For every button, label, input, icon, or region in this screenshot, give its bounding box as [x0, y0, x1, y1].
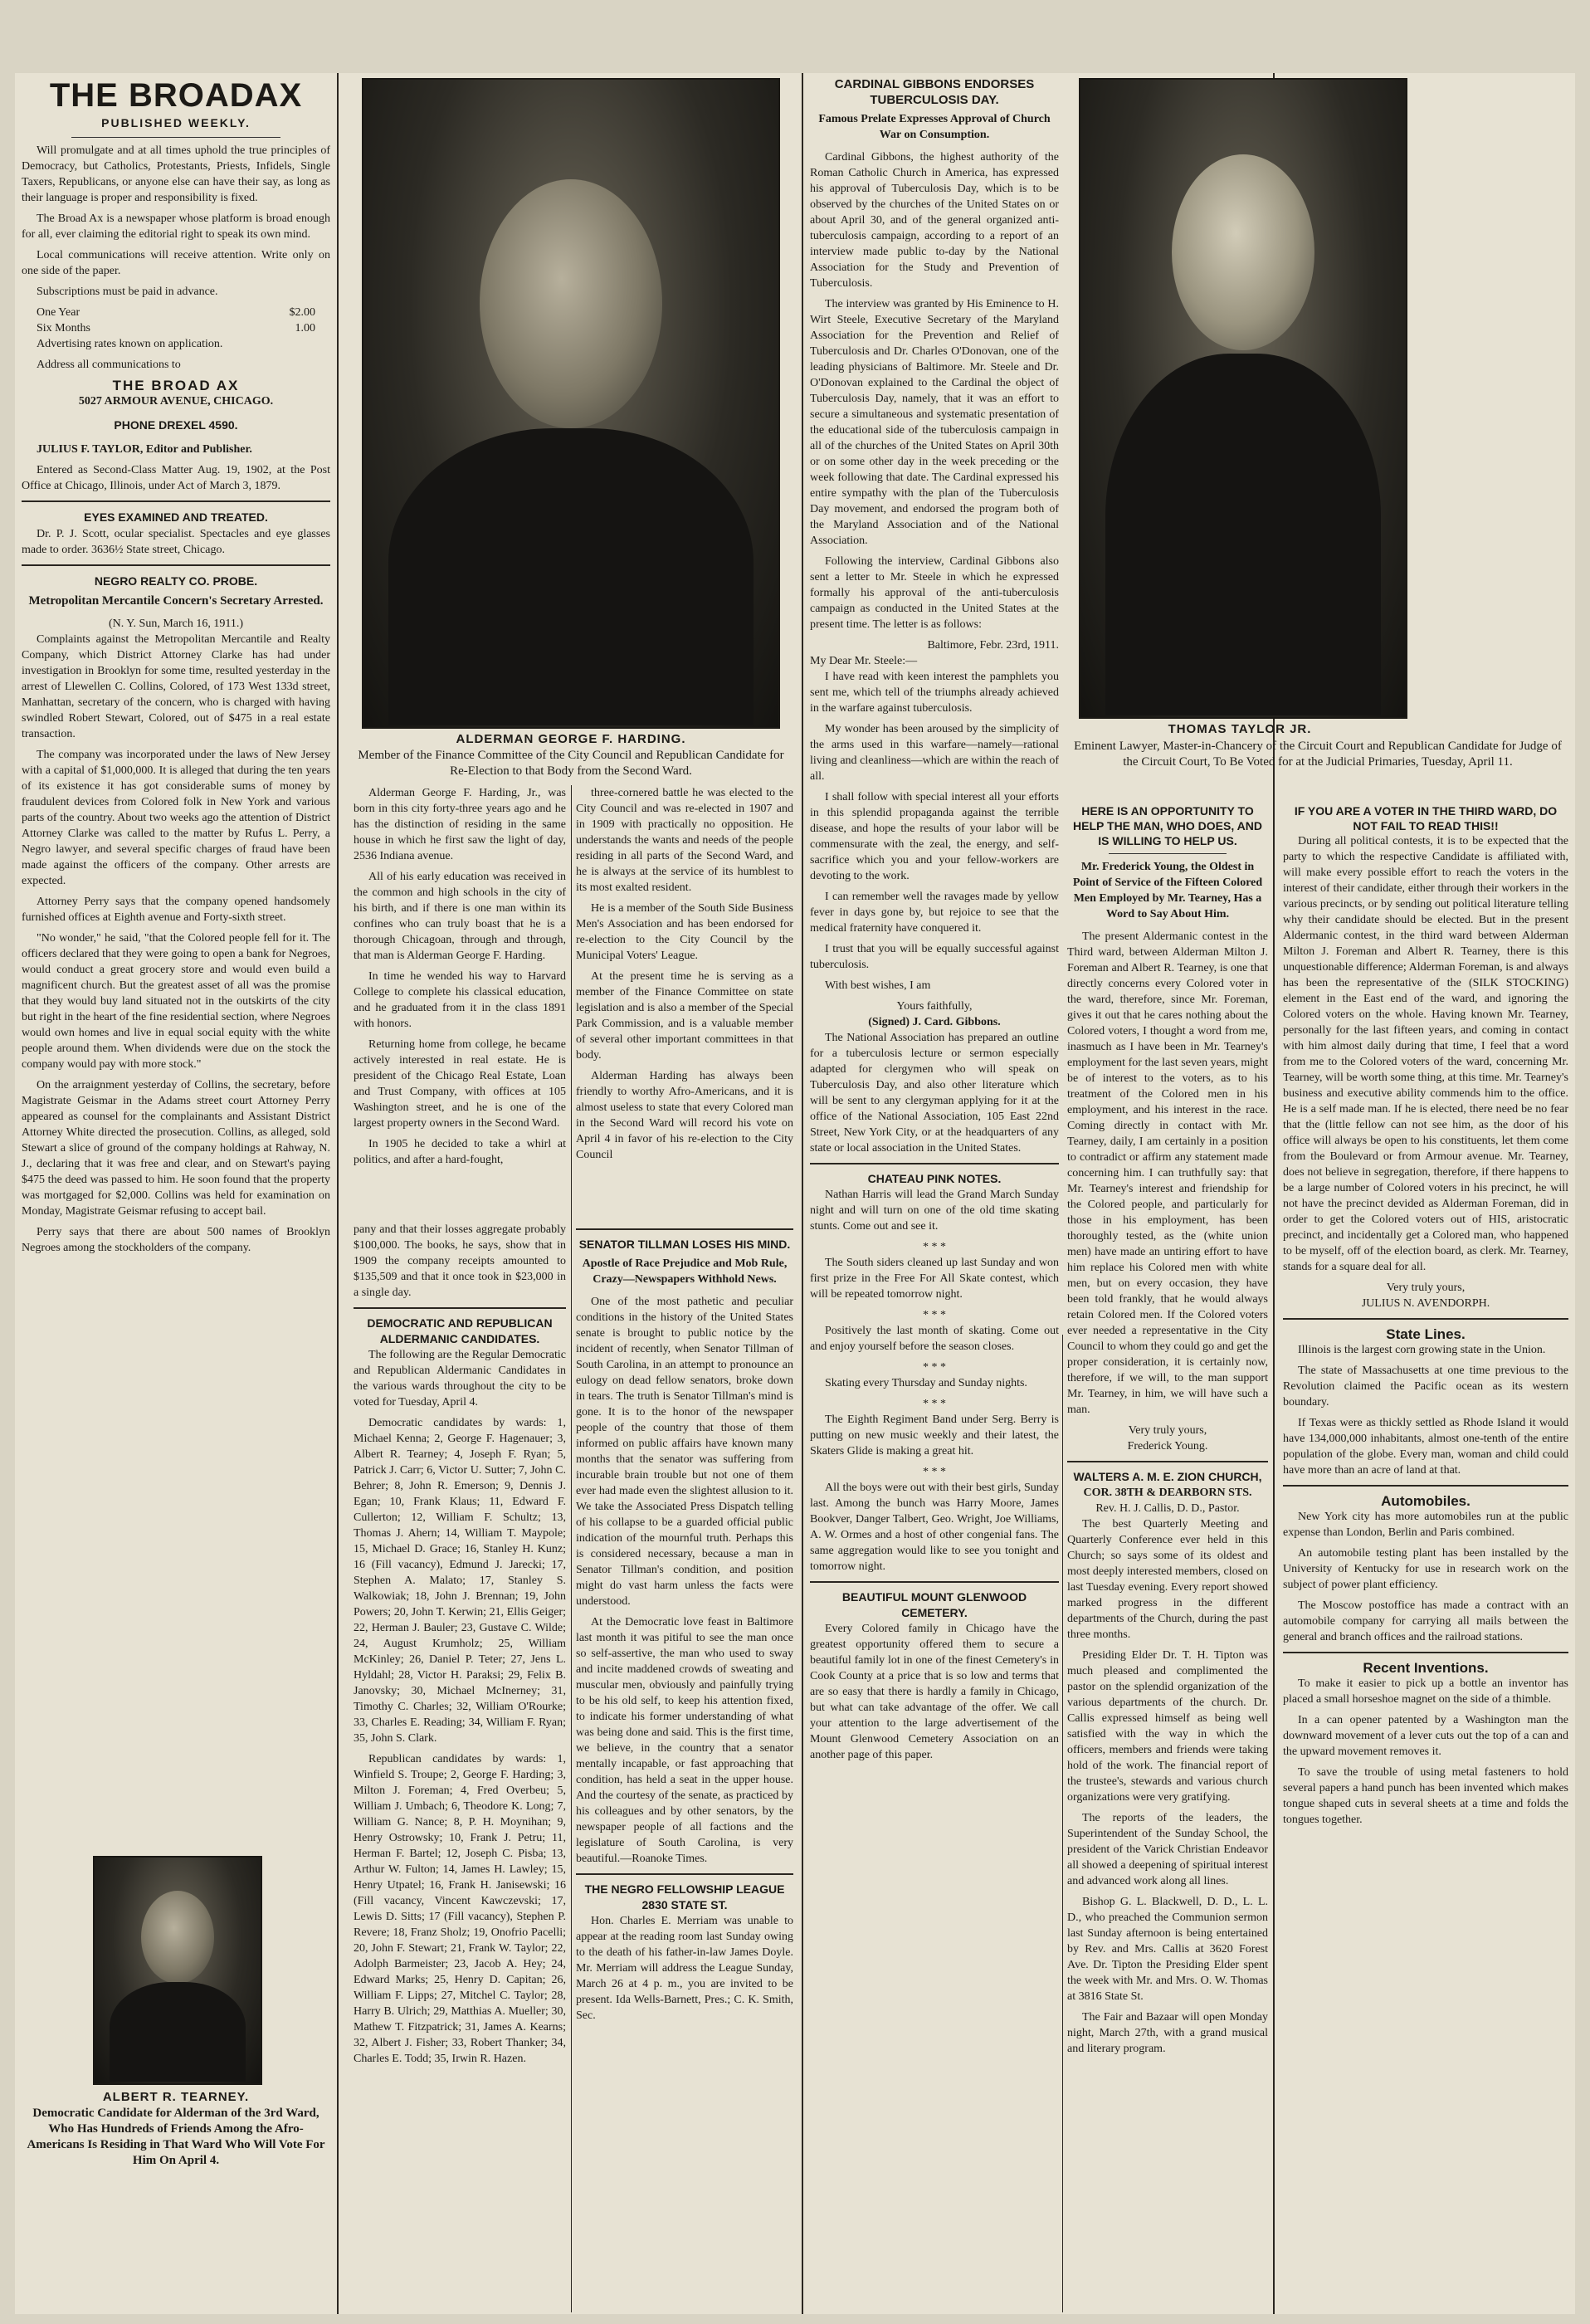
masthead-communications: Local communications will receive attention. Write only on one side of the paper. [22, 249, 330, 277]
harding-caption: Member of the Finance Committee of the City Council and Republican Candidate for Re-Election to that Body from the Second Ward. [358, 749, 784, 778]
state-lines-item: The state of Massachusetts at one time previous to the Revolution claimed the Pacific ocean as its western boundary. [1283, 1365, 1568, 1409]
taylor-caption-wrap [1066, 739, 1570, 805]
harding-caption-title: ALDERMAN GEORGE F. HARDING. [456, 732, 686, 746]
third-ward-signed: JULIUS N. AVENDORPH. [1361, 1297, 1490, 1310]
third-ward-title: IF YOU ARE A VOTER IN THE THIRD WARD, DO NOT FAIL TO READ THIS!! [1294, 804, 1558, 832]
masthead-address-note: Address all communications to [37, 359, 181, 371]
state-lines-item: Illinois is the largest corn growing state in the Union. [1298, 1344, 1546, 1356]
walters-paragraph: The best Quarterly Meeting and Quarterly Conference ever held in this Church; so says some of its oldest and most deeply interested members, closed on last Tuesday evening. Every report showed marked progress in the different departments of the Church, during the past three months. [1067, 1518, 1268, 1641]
rate-row: One Year $2.00 [37, 306, 315, 319]
state-lines-item: If Texas were as thickly settled as Rhode Island it would have 134,000,000 inhabitants, almost one-tenth of the entire population of the globe. Every man, woman and child could have more than an acre of land at that. [1283, 1417, 1568, 1477]
tillman-paragraph: At the Democratic love feast in Baltimore last month it was pitiful to see the man once so self-assertive, the man who used to sway and incite maddened crowds of sweating and muscular men, obviously and painfully trying to be his old self, to keep his attention fixed, to indicate his former understanding of what was being done and said. This is the first time, we believe, in the country that a senator mentally incapable, or fast approaching that condition, has held a seat in the upper house. And the courtesy of the senate, as practiced by his colleagues and by other senators, by the newspaper people of all factions and the legislature of South Carolina, is very beautiful.—Roanoke Times. [576, 1616, 793, 1865]
harding-paragraph: Returning home from college, he became actively interested in real estate. He is president of the Chicago Real Estate, Loan and Trust Company, with offices at 105 Washington street, and he is one of the largest property owners in the Second Ward. [354, 1038, 566, 1130]
masthead-entered: Entered as Second-Class Matter Aug. 19, 1902, at the Post Office at Chicago, Illinois, under Act of March 3, 1879. [22, 464, 330, 492]
harding-paragraph: He is a member of the South Side Business Men's Association and has been endorsed for re-election to the City Council by the Municipal Voters' League. [576, 902, 793, 962]
column-rule [337, 73, 339, 2314]
gibbons-salutation: My Dear Mr. Steele:— [810, 655, 918, 667]
inventions-item: To save the trouble of using metal fasteners to hold several papers a hand punch has been invented which makes tongue shaped cuts in several sheets at a time and folds the tongues together. [1283, 1766, 1568, 1826]
realty-paragraph: On the arraignment yesterday of Collins, the secretary, before Magistrate Geismar in the Adams street court Attorney Perry appeared as counsel for the complainants and Assistant District Attorney White directed the prosecution. Collins, as alleged, sold Stewart a slice of ground of the company holdings at Rahway, N. J., declaring that it was free and clear, and on Stewart's paying $475 the deed was passed to him. He soon found that the property was mortgaged for $2,000. Collins was held for examination on Monday, Magistrate Geismar refusing to accept bail. [22, 1079, 330, 1218]
harding-text-right [576, 785, 793, 1217]
column-rule [802, 73, 803, 2314]
column-6 [1283, 803, 1568, 2306]
masthead-subscriptions: Subscriptions must be paid in advance. [37, 286, 218, 298]
chateau-paragraph: The Eighth Regiment Band under Serg. Berry is putting on new music weekly and their latest, the Skaters Glide is making a great hit. [810, 1413, 1059, 1457]
masthead-intro: Will promulgate and at all times uphold the true principles of Democracy, but Catholics, Protestants, Priests, Infidels, Single Taxers, Republicans, or anyone else can have their say, as long as their language is proper and responsibility is fixed. [22, 144, 330, 204]
harding-paragraph: In time he wended his way to Harvard College to complete his classical education, and he graduated from it in the class 1891 with honors. [354, 970, 566, 1030]
state-lines-title: State Lines. [1386, 1326, 1466, 1342]
column-4: CARDINAL GIBBONS ENDORSES TUBERCULOSIS DAY. Famous Prelate Expresses Approval of Church War on Consumption. Cardinal Gibbons, the highest authority of the Roman Catholic Church in America, has expressed his approval of Tuberculosis Day, which is to be observed by the churches of the United States on or about April 30, and of the general organized anti-tuberculosis campaign, according to a report of an interview made public to-day by the National Association for the Study and Prevention of Tuberculosis. The interview was granted by His Eminence to H. Wirt Steele, Executive Secretary of the Maryland Association for the Prevention and Relief of Tuberculosis and Dr. Charles O'Donovan, one of the leading physicians of Baltimore. Mr. Steele and Dr. O'Donovan explained to the Cardinal the object of Tuberculosis Day, namely, that it was an effort to secure a simultaneous and systematic presentation of the educational side of the tuberculosis campaign in all of the churches of the United States on April 30th or on some other day in the week preceding or the week following that date. The Cardinal expressed his entire sympathy with the plan of the Tuberculosis Day movement, and endorsed the program both of the Maryland Association and of the National Association. Following the interview, Cardinal Gibbons also sent a letter to Mr. Steele in which he expressed formally his approval of the anti-tuberculosis campaign as conducted in the United States at the present time. The letter is as follows: Baltimore, Febr. 23rd, 1911. My Dear Mr. Steele:— I have read with keen interest the pamphlets you sent me, which tell of the triumphs already achieved in the warfare against tuberculosis. My wonder has been aroused by the simplicity of the arms used in this warfare—namely—rational living and cleanliness—which are within the reach of all. I shall follow with special interest all your efforts in this splendid propaganda against the terrible disease, and hope the results of your labor will be commensurate with the zeal, the energy, and self-sacrifice which you and your fellow-workers are devoting to the work. I can remember well the ravages made by yellow fever in days gone by, but rejoice to see that the medical fraternity have conquered it. I trust that you will be equally successful against tuberculosis. With best wishes, I am Yours faithfully, (Signed) J. Card. Gibbons. The National Association has prepared an outline for a tuberculosis lecture or sermon especially adapted for clergymen who will speak on Tuberculosis Day, and also other literature which will be sent to any clergyman applying for it at the office of the National Association, 105 East 22nd Street, New York City, or at the headquarters of any state or local association in the United States. CHATEAU PINK NOTES. Nathan Harris will lead the Grand March Sunday night and will turn on one of the old time skating stunts. Come out and see it. * * * The South siders cleaned up last Sunday and won first prize in the Free For All Skate contest, which will be repeated tomorrow night. * * * Positively the last month of skating. Come out and enjoy yourself before the season closes. * * * Skating every Thursday and Sunday nights. * * * The Eighth Regiment Band under Serg. Berry is putting on new music weekly and their latest, the Skaters Glide is making a great hit. * * * All the boys were out with their best girls, Sunday last. Among the bunch was Harry Moore, James Bookver, Danger Talbert, Geo. Wright, Joe Williams, A. W. Ormes and a host of other congenial fans. The same aggregation would like to see you tonight and tomorrow night. BEAUTIFUL MOUNT GLENWOOD CEMETERY. Every Colored family in Chicago have the greatest opportunity offered them to secure a beautiful family lot in one of the finest Cemetery's in Cook County at a price that is so low and terms that are so easy that there is hardly a family in Chicago, but what can take advantage of the offer. We call your attention to the large advertisement of the Mount Glenwood Cemetery Association on an another page of this paper. [810, 77, 1059, 1761]
chateau-paragraph: Nathan Harris will lead the Grand March Sunday night and will turn on one of the old time skating stunts. Come out and see it. [810, 1189, 1059, 1233]
candidates-democratic: Democratic candidates by wards: 1, Michael Kenna; 2, George F. Hagenauer; 3, Albert R. Tearney; 4, Joseph F. Ryan; 5, Patrick J. Carr; 6, Victor U. Sutter; 7, John C. Behrer; 8, John R. Emerson; 9, Dennis J. Egan; 10, Frank Klaus; 11, Edward F. Cullerton; 12, William F. Schultz; 13, Thomas J. Ahern; 14, William T. Maypole; 15, Michael D. Grace; 16, Stanley H. Kunz; 16 (Fill vacancy), Edmund J. Jarecki; 17, Stephen A. Malato; 17, Stanley S. Walkowiak; 18, John J. Brennan; 19, John Powers; 20, John T. Kerwin; 21, Ellis Geiger; 22, Herman J. Bauler; 23, Gustave C. Wilde; 24, August Krumholz; 25, William McKinley; 26, Daniel P. Teter; 27, Jens L. Hyldahl; 28, Victor H. Paraksi; 29, Felix B. Janovsky; 30, Michael McInerney; 31, Timothy C. Charles; 32, William O'Rourke; 33, Charles E. Reading; 34, William F. Ryan; 35, John S. Clark. [354, 1417, 566, 1745]
fellowship-title: THE NEGRO FELLOWSHIP LEAGUE 2830 STATE ST. [584, 1882, 785, 1911]
realty-paragraph: The company was incorporated under the laws of New Jersey with a capital of $1,000,000. It is alleged that during the ten years of its existence it has got considerable sums of money by fraudulent devices from Colored folk in New York and various parts of the country. About two weeks ago the attention of District Attorney Clarke was called to the matter by Rufus L. Perry, a Negro lawyer, and several specific charges of fraud have been made against the officers of the company. Other arrests are expected. [22, 749, 330, 887]
walters-paragraph: Bishop G. L. Blackwell, D. D., L. L. D., who preached the Communion sermon last Sunday afternoon is being entertained by Rev. and Mrs. Callis at 3620 Forest Ave. Dr. Tipton the Presiding Elder spent the week with Mr. and Mrs. O. W. Thomas at 3816 State St. [1067, 1896, 1268, 2003]
walters-address: COR. 38TH & DEARBORN STS. [1083, 1487, 1252, 1499]
tearney-caption-block [22, 2088, 330, 2304]
column-2-lower [354, 1222, 566, 2309]
realty-subtitle: Metropolitan Mercantile Concern's Secretary Arrested. [28, 594, 324, 608]
harding-paragraph: At the present time he is serving as a member of the Finance Committee on state legislation and is also a member of the Special Park Commission, and is a valuable member of several other important committees in that body. [576, 970, 793, 1062]
glenwood-title: BEAUTIFUL MOUNT GLENWOOD CEMETERY. [841, 1590, 1027, 1619]
harding-paragraph: In 1905 he decided to take a whirl at politics, and after a hard-fought, [354, 1138, 566, 1166]
automobiles-item: New York city has more automobiles run at the public expense than London, Berlin and Paris combined. [1283, 1511, 1568, 1539]
masthead-phone: PHONE DREXEL 4590. [114, 418, 238, 432]
gibbons-signed: (Signed) J. Card. Gibbons. [868, 1016, 1001, 1028]
third-ward-closing: Very truly yours, [1386, 1282, 1466, 1294]
inventions-title: Recent Inventions. [1363, 1660, 1489, 1676]
realty-title: NEGRO REALTY CO. PROBE. [94, 574, 258, 588]
george-harding-photo [362, 78, 780, 729]
column-3-lower [576, 1222, 793, 2309]
gibbons-paragraph: Following the interview, Cardinal Gibbons also sent a letter to Mr. Steele in which he expressed formally his approval of the anti-tuberculosis campaign as conducted in the United States at the present time. The letter is as follows: [810, 555, 1059, 631]
gibbons-letter: I have read with keen interest the pamphlets you sent me, which tell of the triumphs already achieved in the warfare against tuberculosis. [810, 671, 1059, 715]
walters-paragraph: The Fair and Bazaar will open Monday night, March 27th, with a grand musical and literary program. [1067, 2011, 1268, 2055]
masthead-platform: The Broad Ax is a newspaper whose platform is broad enough for all, ever claiming the editorial right to speak its own mind. [22, 212, 330, 241]
walters-pastor: Rev. H. J. Callis, D. D., Pastor. [1095, 1502, 1240, 1515]
chateau-paragraph: The South siders cleaned up last Sunday and won first prize in the Free For All Skate contest, which will be repeated tomorrow night. [810, 1257, 1059, 1301]
candidates-intro: The following are the Regular Democratic and Republican Aldermanic Candidates in the various wards throughout the city to be voted for Tuesday, April 4. [354, 1349, 566, 1409]
chateau-paragraph: Positively the last month of skating. Come out and enjoy yourself before the season closes. [810, 1325, 1059, 1353]
fellowship-text: Hon. Charles E. Merriam was unable to appear at the reading room last Sunday owing to the death of his father-in-law James Doyle. Mr. Merriam will address the League Sunday, March 26 at 4 p. m., you are invited to be present. Ida Wells-Barnett, Pres.; C. K. Smith, Sec. [576, 1915, 793, 2022]
gibbons-letter: I shall follow with special interest all your efforts in this splendid propaganda against the terrible disease, and hope the results of your labor will be commensurate with the zeal, the energy, and self-sacrifice which you and your fellow-workers are devoting to the work. [810, 791, 1059, 882]
gibbons-title: CARDINAL GIBBONS ENDORSES TUBERCULOSIS DAY. [834, 77, 1035, 107]
column-5 [1067, 803, 1268, 2306]
chateau-paragraph: All the boys were out with their best girls, Sunday last. Among the bunch was Harry Moore, James Bookver, Danger Talbert, Geo. Wright, Joe Williams, A. W. Ormes and a host of other congenial fans. The same aggregation would like to see you tonight and tomorrow night. [810, 1482, 1059, 1573]
automobiles-title: Automobiles. [1381, 1493, 1471, 1509]
young-signed: Frederick Young. [1127, 1440, 1208, 1452]
masthead-address: 5027 ARMOUR AVENUE, CHICAGO. [78, 395, 274, 408]
newspaper-page [15, 73, 1575, 2314]
inventions-item: In a can opener patented by a Washington man the downward movement of a lever cuts out the top of a can and the upward movement removes it. [1283, 1714, 1568, 1758]
chateau-title: CHATEAU PINK NOTES. [867, 1172, 1002, 1185]
tillman-title: SENATOR TILLMAN LOSES HIS MIND. [578, 1238, 791, 1251]
realty-paragraph: Complaints against the Metropolitan Mercantile and Realty Company, which District Attorney Clarke has had under investigation in Brooklyn for some time, resulted yesterday in the arrest of Llewellen C. Collins, Colored, of 173 West 133d street, Manhattan, secretary of the concern, who is charged with having swindled Robert Stewart, Colored, out of $475 in a real estate transaction. [22, 633, 330, 740]
eyes-ad-text: Dr. P. J. Scott, ocular specialist. Spectacles and eye glasses made to order. 3636½ State street, Chicago. [22, 528, 330, 556]
glenwood-text: Every Colored family in Chicago have the greatest opportunity offered them to secure a beautiful family lot in one of the finest Cemetery's in Cook County at a price that is so low and terms that are so easy that there is hardly a family in Chicago, but what can take advantage of the offer. We call your attention to the large advertisement of the Mount Glenwood Cemetery Association on an another page of this paper. [810, 1623, 1059, 1761]
gibbons-yours: Yours faithfully, [896, 1000, 973, 1013]
gibbons-letter-date: Baltimore, Febr. 23rd, 1911. [927, 639, 1059, 652]
young-subtitle: Mr. Frederick Young, the Oldest in Point of Service of the Fifteen Colored Men Employed by Mr. Tearney, Has a Word to Say About Him. [1072, 861, 1263, 920]
gibbons-paragraph: The interview was granted by His Eminence to H. Wirt Steele, Executive Secretary of the Maryland Association for the Prevention and Relief of Tuberculosis and Dr. Charles O'Donovan, one of the leading physicians of Baltimore. Mr. Steele and Dr. O'Donovan explained to the Cardinal the object of Tuberculosis Day, namely, that it was an effort to secure a simultaneous and systematic presentation of the educational side of the tuberculosis campaign in all of the churches of the United States on April 30th or on some other day in the week preceding or the week following that date. The Cardinal expressed his entire sympathy with the plan of the Tuberculosis Day movement, and endorsed the program both of the Maryland Association and of the National Association. [810, 298, 1059, 547]
young-paragraph: The present Aldermanic contest in the Third ward, between Alderman Milton J. Foreman and Albert R. Tearney, is one that directly concerns every Colored voter in the ward, therefore, since Mr. Foreman, gives it out that he cares nothing about the Colored voters, I thought a word from me, inasmuch as I have been in Mr. Tearney's employment for the last seven years, might be of interest to the voters, as to his treatment of the Colored men in his employment, and his interest in the race. Coming directly in contact with Mr. Tearney, daily, I am certainly in a position to contradict or affirm any statement made concerning him. I can truthfully say: that Mr. Tearney's interest and friendship for the Colored people, and particularly for those in his employment, has been thoroughly tested, as the (white union men) have made an untiring effort to have him replace his Colored men with white men, but on every occasion, they have been told frankly, that he would always retain Colored men. If the Colored voters ever needed a representative in the City Council to whom they could go and get the proper consideration, it is certainly now, therefore, if we will, to the man support Mr. Tearney, in him, we will have such a man. [1067, 930, 1268, 1416]
realty-paragraph: Perry says that there are about 500 names of Brooklyn Negroes among the stockholders of the company. [22, 1226, 330, 1254]
masthead-subtitle: PUBLISHED WEEKLY. [101, 116, 251, 129]
chateau-paragraph: Skating every Thursday and Sunday nights. [825, 1377, 1027, 1389]
walters-paragraph: The reports of the leaders, the Superintendent of the Sunday School, the president of the Varick Christian Endeavor all showed a deepening of spiritual interest and advanced work along all lines. [1067, 1812, 1268, 1887]
third-ward-text: During all political contests, it is to be expected that the party to which the respective Candidate is affiliated with, will make every possible effort to reach the voters in the interest of their candidate, either through their workers in the various precincts, or by sending out political literature telling why their candidate should be elected. But in the present Aldermanic contest, in the third ward between Alderman Milton J. Foreman and Albert R. Tearney, there is this unquestionable difference; Alderman Foreman, is and always has been the representative of the (SILK STOCKING) element in the East end of the ward, and ignoring the Colored voters on the whole. Having known Mr. Tearney, personally for the last fifteen years, and coming in contact with him almost daily during that time, I feel that a word from me to the Colored voters of the ward, concerning Mr. Tearney, will be worth some thing, at this time. Mr. Tearney's business and executive ability commends him to the office. He is a self made man. If he is elected, there need be no fear that the (little fellow can not see him, as the door of his office will always be open to his constituents, let them come from the Boulevard or from Armour avenue. Mr. Tearney, does not believe in segregation, therefore, if there happens to be a large number of Colored voters in his precinct, he will not have the precinct devided as Alderman Foreman, did in order to get the Colored voters out of HIS, aristocratic precinct, and incidentally get a Colored man, who happened to be myself, off of the election board, as clerk. Mr. Tearney, stands for a square deal for all. [1283, 835, 1568, 1273]
tearney-caption: Democratic Candidate for Alderman of the 3rd Ward, Who Has Hundreds of Friends Among the Afro-Americans Is Residing in That Ward Who Will Vote For Him On April 4. [27, 2107, 325, 2167]
harding-paragraph: All of his early education was received in the common and high schools in the city of his birth, and if there is one man within its confines who can truly boast that he is a thorough Chicagoan, through and through, that man is Alderman George F. Harding. [354, 871, 566, 962]
realty-dateline: (N. Y. Sun, March 16, 1911.) [108, 618, 244, 630]
gibbons-letter: I can remember well the ravages made by yellow fever in days gone by, but rejoice to see that the medical fraternity have conquered it. [810, 891, 1059, 935]
harding-paragraph: Alderman George F. Harding, Jr., was born in this city forty-three years ago and he has the distinction of residing in the same house in which he first saw the light of day, 2536 Indiana avenue. [354, 787, 566, 862]
realty-paragraph: "No wonder," he said, "that the Colored people fell for it. The officers declared that they were going to open a bank for Negroes, would conduct a great grocery store and would even build a magnificent church. But the greatest asset of all was the promise that they would buy land situated not in the outskirts of the city but right in the heart of the fine residential section, where Negroes would own homes and live in equal social equity with the white people around them. When dividends were due on the stock the company would pay with more stock." [22, 932, 330, 1071]
harding-paragraph: three-cornered battle he was elected to the City Council and was re-elected in 1907 and in 1909 with practically no opposition. He understands the wants and needs of the people residing in all parts of the Second Ward, and he is always at the service of its humblest to its most exalted resident. [576, 787, 793, 894]
gibbons-letter: I trust that you will be equally successful against tuberculosis. [810, 943, 1059, 971]
realty-paragraph: Attorney Perry says that the company opened handsomely furnished offices at Eighth avenue and Forty-sixth street. [22, 896, 330, 924]
tearney-caption-title: ALBERT R. TEARNEY. [102, 2090, 250, 2104]
gibbons-subtitle: Famous Prelate Expresses Approval of Church War on Consumption. [818, 113, 1051, 141]
gibbons-closing: With best wishes, I am [825, 979, 931, 992]
masthead-editor: JULIUS F. TAYLOR, Editor and Publisher. [37, 443, 252, 456]
inventions-item: To make it easier to pick up a bottle an inventor has placed a small horseshoe magnet on the side of a thimble. [1283, 1677, 1568, 1706]
taylor-caption: Eminent Lawyer, Master-in-Chancery of the Circuit Court and Republican Candidate for Judge of the Circuit Court, To Be Voted for at the Judicial Primaries, Tuesday, April 11. [1074, 740, 1562, 769]
young-title: HERE IS AN OPPORTUNITY TO HELP THE MAN, WHO DOES, AND IS WILLING TO HELP US. [1073, 804, 1262, 847]
thomas-taylor-photo [1079, 78, 1407, 719]
young-closing: Very truly yours, [1128, 1424, 1207, 1437]
gibbons-paragraph: Cardinal Gibbons, the highest authority of the Roman Catholic Church in America, has expressed his approval of Tuberculosis Day, which is to be observed by the churches of the United States on or about April 30, and of the general organized anti-tuberculosis campaign, according to a report of an interview made public to-day by the National Association for the Study and Prevention of Tuberculosis. [810, 151, 1059, 290]
tillman-paragraph: One of the most pathetic and peculiar conditions in the history of the United States senate is brought to public notice by the incident of recently, when Senator Tillman of South Carolina, in an attempt to pronounce an eulogy on dead fellow senators, broke down in tears. The truth is Senator Tillman's mind is gone. It is to the honor of the newspaper people of the country that those of them informed on public affairs have known many months that the senator was suffering from incurable brain trouble but not one of them ever had made even the slightest allusion to it. We take the Associated Press Dispatch telling of his collapse to be a guarded official public indication of the mournful truth. Perhaps this is considered necessary, because a man in Senator Tillman's condition, and position might do vast harm unless the facts were understood. [576, 1296, 793, 1608]
masthead-advertising: Advertising rates known on application. [37, 338, 223, 350]
automobiles-item: The Moscow postoffice has made a contract with an automobile company for carrying all mails between the general and branch offices and the railroad stations. [1283, 1599, 1568, 1643]
walters-paragraph: Presiding Elder Dr. T. H. Tipton was much pleased and complimented the pastor on the splendid organization of the various departments of the church. Dr. Callis expressed himself as being well satisfied with the way in which the officers, members and friends were taking hold of the work. The financial report of the trustee's, stewards and various church organizations were very gratifying. [1067, 1649, 1268, 1804]
rate-row: Six Months 1.00 [37, 322, 315, 334]
harding-text-left [354, 785, 566, 1217]
masthead-title: THE BROADAX [49, 77, 303, 114]
automobiles-item: An automobile testing plant has been installed by the University of Kentucky for use in research work on the subject of power plant efficiency. [1283, 1547, 1568, 1591]
paper-name: THE BROAD AX [112, 378, 240, 393]
candidates-republican: Republican candidates by wards: 1, Winfield S. Troupe; 2, George F. Harding; 3, Milton J. Foreman; 4, Fred Overbeu; 5, William J. Umbach; 6, Theodore K. Long; 7, William G. Nance; 8, P. H. Moynihan; 9, Henry Ostrowsky; 10, Frank J. Petru; 11, Herman F. Bartel; 12, Joseph C. Pisba; 13, Arthur W. Fulton; 14, James H. Lawley; 15, Henry Utpatel; 16, Frank H. Janisewski; 16 (Fill vacancy, Vincent Kawczevski; 17, Lewis D. Sitts; 17 (Fill vacancy), Stephen P. Revere; 18, Franz Sholz; 19, Onofrio Pacelli; 20, John F. Stewart; 21, Frank W. Taylor; 22, Adolph Barmeister; 23, Jacob A. Hey; 24, Edward Marks; 25, Henry D. Capitan; 26, William F. Lipps; 27, Mitchel C. Taylor; 28, Harry B. Ulrich; 29, Matthias A. Mueller; 30, Mathew T. Fitzpatrick; 31, James A. Kearns; 32, Albert J. Fisher; 33, Robert Thanker; 34, Charles E. Todd; 35, Irwin R. Hazen. [354, 1753, 566, 2065]
gibbons-footer: The National Association has prepared an outline for a tuberculosis lecture or sermon especially adapted for clergymen who will speak on Tuberculosis Day, and also other literature which will be sent to any clergyman applying for it at the office of the National Association, 105 East 22nd Street, New York City, or at the headquarters of any state or local association in the United States. [810, 1032, 1059, 1155]
eyes-ad-title: EYES EXAMINED AND TREATED. [84, 510, 268, 524]
albert-tearney-photo [93, 1856, 262, 2085]
candidates-title: DEMOCRATIC AND REPUBLICAN ALDERMANIC CANDIDATES. [367, 1316, 553, 1345]
gibbons-letter: My wonder has been aroused by the simplicity of the arms used in this warfare—namely—rational living and cleanliness—which are within the reach of all. [810, 723, 1059, 783]
realty-continued: pany and that their losses aggregate probably $100,000. The books, he says, show that in 1909 the company receipts amounted to $135,509 and that it once took in $23,000 in a single day. [354, 1223, 566, 1299]
harding-paragraph: Alderman Harding has always been friendly to worthy Afro-Americans, and it is almost useless to state that every Colored man in the Second Ward will record his vote on April 4 in favor of his re-election to the City Council [576, 1070, 793, 1161]
taylor-caption-title: THOMAS TAYLOR JR. [1168, 722, 1312, 736]
walters-title: WALTERS A. M. E. ZION CHURCH, [1073, 1470, 1262, 1483]
tillman-subtitle: Apostle of Race Prejudice and Mob Rule, Crazy—Newspapers Withhold News. [582, 1257, 788, 1286]
